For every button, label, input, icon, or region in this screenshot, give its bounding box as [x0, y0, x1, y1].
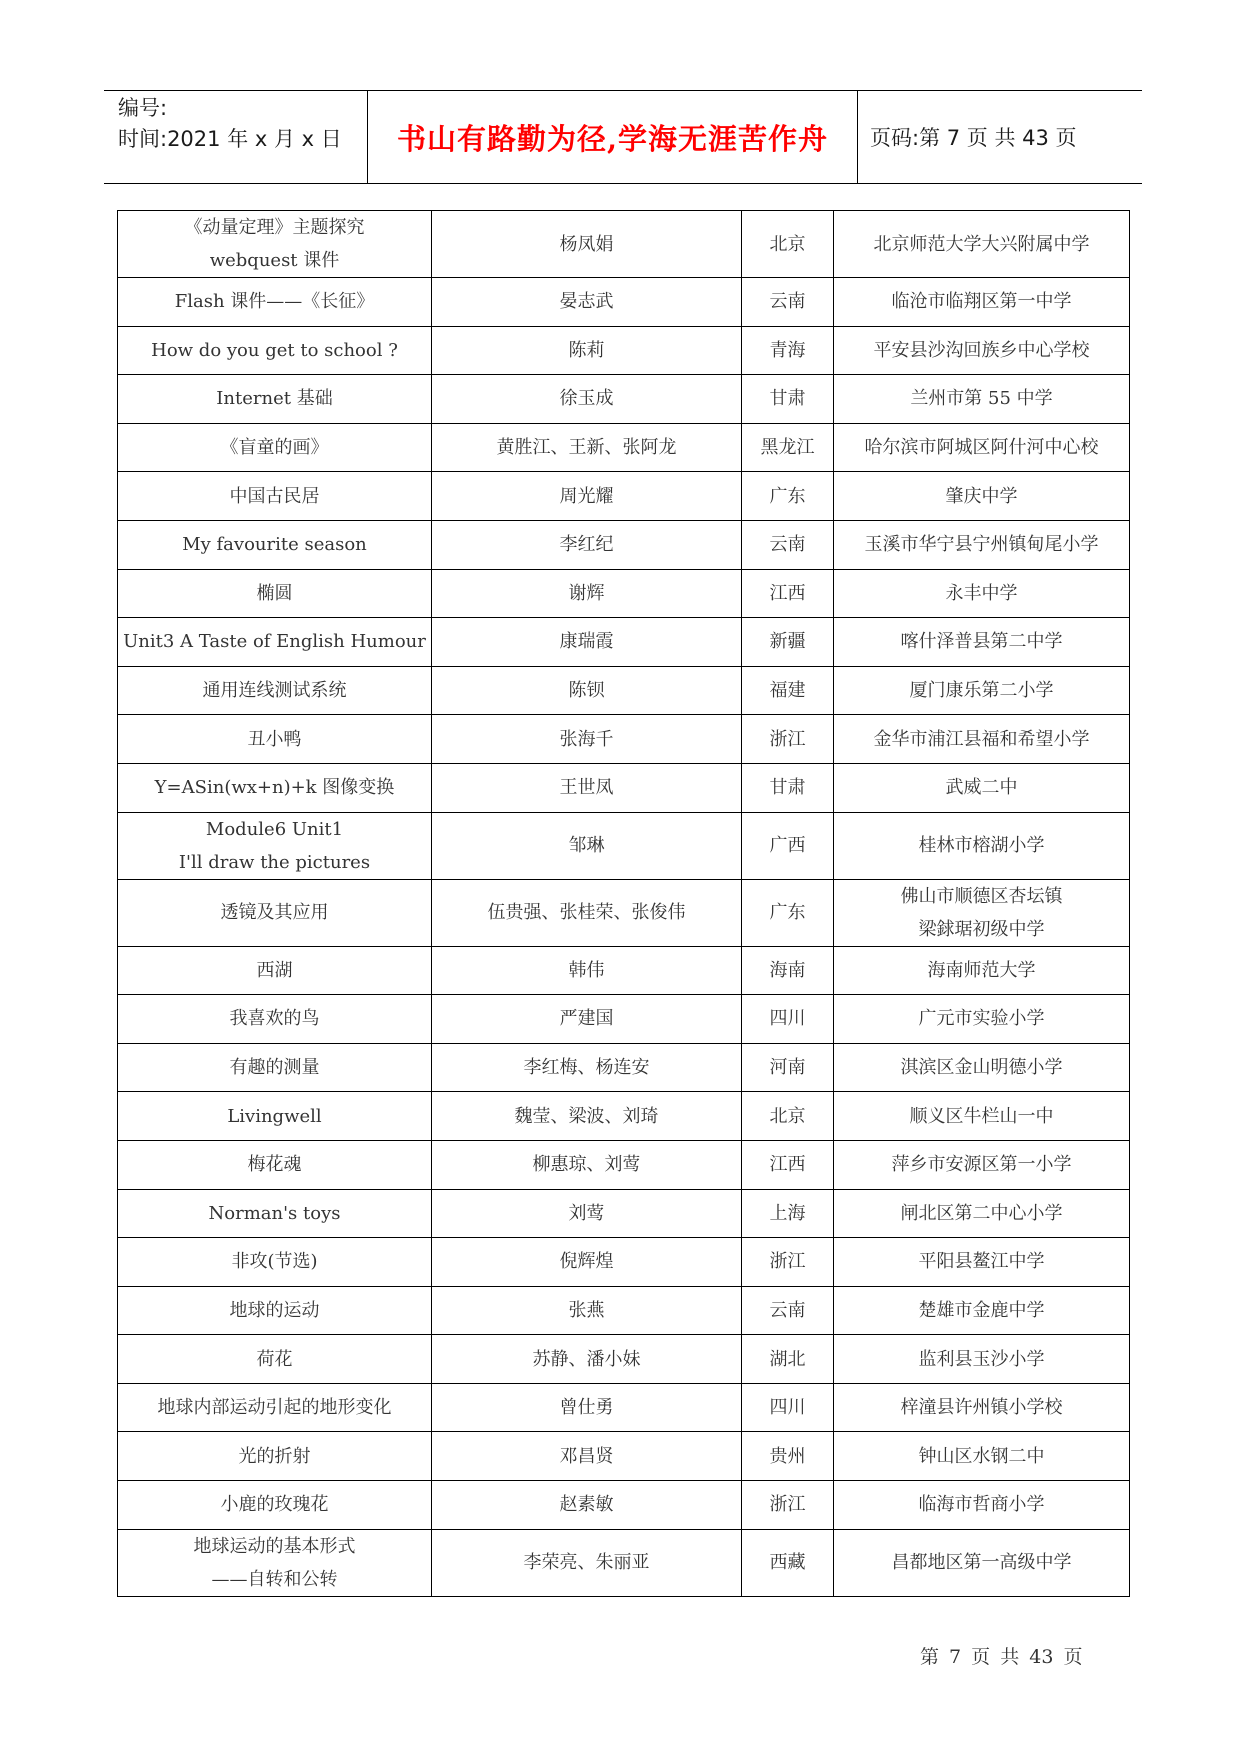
- cell-author: 黄胜江、王新、张阿龙: [432, 423, 742, 472]
- cell-province: 江西: [742, 569, 834, 618]
- cell-province: 青海: [742, 326, 834, 375]
- cell-province: 甘肃: [742, 375, 834, 424]
- cell-author: 晏志武: [432, 278, 742, 327]
- cell-author: 李荣亮、朱丽亚: [432, 1529, 742, 1596]
- cell-title: Norman's toys: [118, 1189, 432, 1238]
- cell-province: 黑龙江: [742, 423, 834, 472]
- cell-school: 喀什泽普县第二中学: [834, 618, 1130, 667]
- table-row: [118, 666, 1130, 715]
- table-row: [118, 375, 1130, 424]
- cell-title: 西湖: [118, 946, 432, 995]
- table-row: [118, 1189, 1130, 1238]
- table-row: [118, 1432, 1130, 1481]
- cell-author: 柳惠琼、刘莺: [432, 1140, 742, 1189]
- cell-school: 桂林市榕湖小学: [834, 812, 1130, 879]
- cell-author: 赵素敏: [432, 1481, 742, 1530]
- table-row: [118, 1383, 1130, 1432]
- cell-title: 荷花: [118, 1335, 432, 1384]
- cell-title: 地球内部运动引起的地形变化: [118, 1383, 432, 1432]
- cell-title: Module6 Unit1 I'll draw the pictures: [118, 812, 432, 879]
- cell-author: 陈钡: [432, 666, 742, 715]
- cell-title: Unit3 A Taste of English Humour: [118, 618, 432, 667]
- cell-province: 浙江: [742, 715, 834, 764]
- cell-title: 丑小鸭: [118, 715, 432, 764]
- table-row: [118, 1529, 1130, 1596]
- cell-author: 邓昌贤: [432, 1432, 742, 1481]
- table-row: [118, 995, 1130, 1044]
- cell-title: 透镜及其应用: [118, 879, 432, 946]
- cell-province: 福建: [742, 666, 834, 715]
- cell-province: 云南: [742, 520, 834, 569]
- cell-author: 李红纪: [432, 520, 742, 569]
- cell-author: 李红梅、杨连安: [432, 1043, 742, 1092]
- cell-title: 通用连线测试系统: [118, 666, 432, 715]
- cell-author: 伍贵强、张桂荣、张俊伟: [432, 879, 742, 946]
- cell-title: Flash 课件——《长征》: [118, 278, 432, 327]
- cell-author: 邹琳: [432, 812, 742, 879]
- cell-author: 张燕: [432, 1286, 742, 1335]
- header-meta: [104, 91, 368, 183]
- cell-province: 西藏: [742, 1529, 834, 1596]
- cell-author: 杨凤娟: [432, 211, 742, 278]
- cell-province: 贵州: [742, 1432, 834, 1481]
- cell-author: 魏莹、梁波、刘琦: [432, 1092, 742, 1141]
- cell-province: 新疆: [742, 618, 834, 667]
- table-row: [118, 1335, 1130, 1384]
- table-row: [118, 1286, 1130, 1335]
- cell-school: 萍乡市安源区第一小学: [834, 1140, 1130, 1189]
- cell-province: 湖北: [742, 1335, 834, 1384]
- cell-author: 王世凤: [432, 763, 742, 812]
- cell-province: 江西: [742, 1140, 834, 1189]
- table-row: [118, 326, 1130, 375]
- cell-province: 北京: [742, 1092, 834, 1141]
- cell-school: 北京师范大学大兴附属中学: [834, 211, 1130, 278]
- cell-province: 甘肃: [742, 763, 834, 812]
- cell-author: 陈莉: [432, 326, 742, 375]
- cell-school: 顺义区牛栏山一中: [834, 1092, 1130, 1141]
- cell-school: 临海市哲商小学: [834, 1481, 1130, 1530]
- table-row: [118, 1238, 1130, 1287]
- table-row: [118, 879, 1130, 946]
- award-table: [117, 210, 1130, 1597]
- cell-school: 平安县沙沟回族乡中心学校: [834, 326, 1130, 375]
- table-row: [118, 1481, 1130, 1530]
- table-row: [118, 520, 1130, 569]
- cell-province: 浙江: [742, 1238, 834, 1287]
- cell-province: 浙江: [742, 1481, 834, 1530]
- cell-title: 小鹿的玫瑰花: [118, 1481, 432, 1530]
- cell-province: 北京: [742, 211, 834, 278]
- table-row: [118, 715, 1130, 764]
- cell-title: 《动量定理》主题探究 webquest 课件: [118, 211, 432, 278]
- cell-school: 海南师范大学: [834, 946, 1130, 995]
- cell-province: 四川: [742, 1383, 834, 1432]
- cell-author: 倪辉煌: [432, 1238, 742, 1287]
- table-row: [118, 569, 1130, 618]
- table-row: [118, 618, 1130, 667]
- cell-province: 广东: [742, 879, 834, 946]
- table-row: [118, 1140, 1130, 1189]
- header-page-code: 页码:第 7 页 共 43 页: [870, 126, 1077, 150]
- table-row: [118, 763, 1130, 812]
- cell-title: 梅花魂: [118, 1140, 432, 1189]
- cell-author: 周光耀: [432, 472, 742, 521]
- cell-author: 康瑞霞: [432, 618, 742, 667]
- cell-province: 广西: [742, 812, 834, 879]
- cell-author: 谢辉: [432, 569, 742, 618]
- cell-title: 中国古民居: [118, 472, 432, 521]
- cell-school: 梓潼县许州镇小学校: [834, 1383, 1130, 1432]
- cell-province: 海南: [742, 946, 834, 995]
- cell-school: 闸北区第二中心小学: [834, 1189, 1130, 1238]
- cell-school: 广元市实验小学: [834, 995, 1130, 1044]
- table-row: [118, 278, 1130, 327]
- table-row: [118, 423, 1130, 472]
- cell-school: 肇庆中学: [834, 472, 1130, 521]
- cell-school: 楚雄市金鹿中学: [834, 1286, 1130, 1335]
- cell-title: Internet 基础: [118, 375, 432, 424]
- cell-author: 严建国: [432, 995, 742, 1044]
- cell-province: 云南: [742, 278, 834, 327]
- cell-school: 监利县玉沙小学: [834, 1335, 1130, 1384]
- document-number-label: 编号:: [118, 96, 168, 120]
- header-motto: 书山有路勤为径,学海无涯苦作舟: [368, 91, 858, 183]
- cell-author: 曾仕勇: [432, 1383, 742, 1432]
- cell-province: 河南: [742, 1043, 834, 1092]
- cell-school: 钟山区水钢二中: [834, 1432, 1130, 1481]
- cell-title: 我喜欢的鸟: [118, 995, 432, 1044]
- cell-school: 临沧市临翔区第一中学: [834, 278, 1130, 327]
- table-row: [118, 472, 1130, 521]
- cell-author: 苏静、潘小妹: [432, 1335, 742, 1384]
- award-table-body: [118, 211, 1130, 1597]
- cell-school: 昌都地区第一高级中学: [834, 1529, 1130, 1596]
- cell-author: 刘莺: [432, 1189, 742, 1238]
- cell-school: 武威二中: [834, 763, 1130, 812]
- cell-province: 云南: [742, 1286, 834, 1335]
- cell-province: 四川: [742, 995, 834, 1044]
- table-row: [118, 946, 1130, 995]
- cell-title: 地球的运动: [118, 1286, 432, 1335]
- cell-author: 张海千: [432, 715, 742, 764]
- cell-school: 兰州市第 55 中学: [834, 375, 1130, 424]
- cell-title: How do you get to school ?: [118, 326, 432, 375]
- cell-school: 佛山市顺德区杏坛镇 梁銶琚初级中学: [834, 879, 1130, 946]
- cell-title: 地球运动的基本形式 ——自转和公转: [118, 1529, 432, 1596]
- cell-province: 上海: [742, 1189, 834, 1238]
- table-row: [118, 211, 1130, 278]
- cell-school: 玉溪市华宁县宁州镇甸尾小学: [834, 520, 1130, 569]
- cell-school: 厦门康乐第二小学: [834, 666, 1130, 715]
- cell-school: 哈尔滨市阿城区阿什河中心校: [834, 423, 1130, 472]
- cell-province: 广东: [742, 472, 834, 521]
- cell-title: Y=ASin(wx+n)+k 图像变换: [118, 763, 432, 812]
- cell-title: 光的折射: [118, 1432, 432, 1481]
- cell-school: 淇滨区金山明德小学: [834, 1043, 1130, 1092]
- cell-title: My favourite season: [118, 520, 432, 569]
- table-row: [118, 1043, 1130, 1092]
- page-header: [104, 90, 1142, 184]
- page-footer: 第 7 页 共 43 页: [920, 1646, 1083, 1668]
- cell-school: 平阳县鳌江中学: [834, 1238, 1130, 1287]
- cell-title: 《盲童的画》: [118, 423, 432, 472]
- cell-title: 非攻(节选): [118, 1238, 432, 1287]
- cell-author: 徐玉成: [432, 375, 742, 424]
- table-row: [118, 812, 1130, 879]
- cell-author: 韩伟: [432, 946, 742, 995]
- cell-title: 椭圆: [118, 569, 432, 618]
- cell-title: 有趣的测量: [118, 1043, 432, 1092]
- table-row: [118, 1092, 1130, 1141]
- document-time-label: 时间:2021 年 x 月 x 日: [118, 127, 342, 151]
- cell-title: Livingwell: [118, 1092, 432, 1141]
- cell-school: 金华市浦江县福和希望小学: [834, 715, 1130, 764]
- cell-school: 永丰中学: [834, 569, 1130, 618]
